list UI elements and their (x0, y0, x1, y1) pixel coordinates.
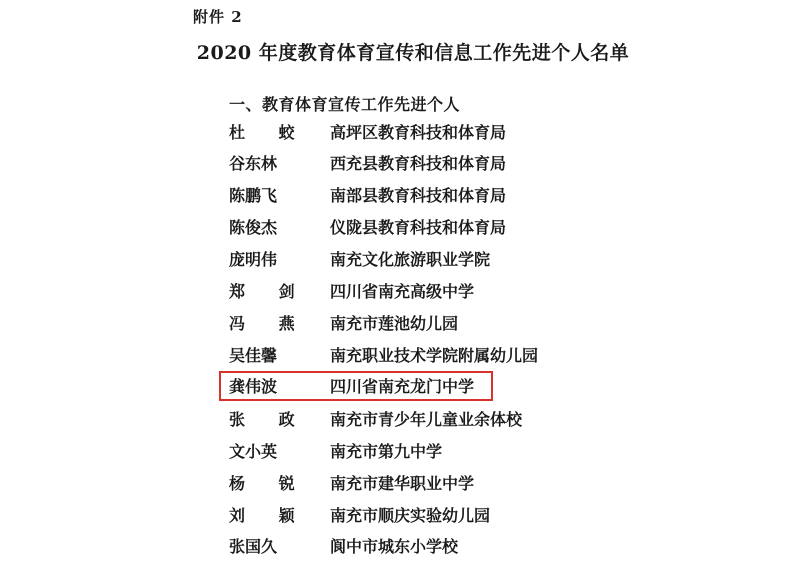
list-item (0, 502, 800, 530)
person-organization: 四川省南充高级中学 (330, 282, 475, 301)
list-item (0, 342, 800, 370)
person-organization: 阆中市城东小学校 (330, 537, 459, 556)
person-organization: 南充市建华职业中学 (330, 474, 475, 493)
list-item (0, 150, 800, 178)
person-name: 庞明伟 (229, 250, 278, 269)
person-name: 谷东林 (229, 154, 278, 173)
person-organization: 南部县教育科技和体育局 (330, 186, 507, 205)
person-organization: 南充市莲池幼儿园 (330, 314, 459, 333)
person-organization: 南充市顺庆实验幼儿园 (330, 506, 491, 525)
person-organization: 南充市青少年儿童业余体校 (330, 410, 523, 429)
list-item (0, 119, 800, 147)
list-item (0, 278, 800, 306)
person-organization: 南充文化旅游职业学院 (330, 250, 491, 269)
person-name: 张国久 (229, 537, 278, 556)
list-item-highlighted (0, 373, 800, 401)
person-name: 杨 锐 (229, 474, 309, 493)
person-organization: 南充市第九中学 (330, 442, 443, 461)
list-item (0, 533, 800, 561)
list-item (0, 406, 800, 434)
person-name: 陈鹏飞 (229, 186, 278, 205)
person-name: 杜 蛟 (229, 123, 309, 142)
list-item (0, 182, 800, 210)
person-name: 吴佳馨 (229, 346, 278, 365)
attachment-label: 附件 2 (193, 8, 243, 26)
person-name: 张 政 (229, 410, 309, 429)
list-item (0, 246, 800, 274)
list-item (0, 310, 800, 338)
section-heading: 一、教育体育宣传工作先进个人 (229, 95, 461, 114)
list-item (0, 470, 800, 498)
person-organization: 南充职业技术学院附属幼儿园 (330, 346, 539, 365)
list-item (0, 214, 800, 242)
person-organization: 高坪区教育科技和体育局 (330, 123, 507, 142)
document-title: 2020 年度教育体育宣传和信息工作先进个人名单 (196, 42, 630, 64)
list-item (0, 438, 800, 466)
person-organization: 西充县教育科技和体育局 (330, 154, 507, 173)
person-name: 刘 颖 (229, 506, 309, 525)
person-organization: 四川省南充龙门中学 (330, 377, 475, 396)
person-name: 龚伟波 (229, 377, 278, 396)
person-name: 陈俊杰 (229, 218, 278, 237)
person-organization: 仪陇县教育科技和体育局 (330, 218, 507, 237)
person-name: 文小英 (229, 442, 278, 461)
person-name: 郑 剑 (229, 282, 309, 301)
person-name: 冯 燕 (229, 314, 309, 333)
